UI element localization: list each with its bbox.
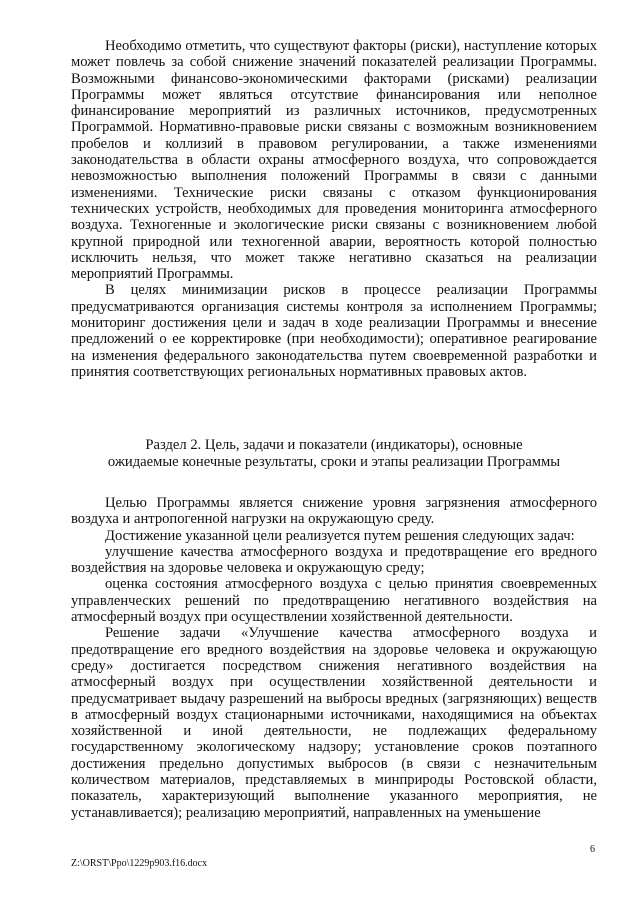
task-item-1: улучшение качества атмосферного воздуха и предотвращение его вредного воздействия на здоровье человека и окружающую среду;: [71, 543, 597, 577]
task-item-2: оценка состояния атмосферного воздуха с целью принятия своевременных управленческих решений по предотвращению негативного воздействия на атмосферный воздух при осуществлении хозяйственной деятельности.: [71, 576, 597, 626]
paragraph-risk-mitigation: В целях минимизации рисков в процессе реализации Программы предусматриваются организация системы контроля за исполнением Программы; мониторинг достижения цели и задач в ходе реализации Программы и внесение предложений о ее корректировке (при необходимости); оперативное реагирование на изменения федерального законодательства путем своевременной разработки и принятия соответствующих региональных нормативных правовых актов.: [71, 282, 597, 380]
page-number: 6: [590, 844, 595, 855]
section-2-heading-line-1: Раздел 2. Цель, задачи и показатели (индикаторы), основные: [145, 437, 523, 453]
paragraph-goal: Целью Программы является снижение уровня загрязнения атмосферного воздуха и антропогенной нагрузки на окружающую среду.: [71, 495, 597, 528]
section-2-text: [71, 495, 597, 821]
section-2-heading: [71, 437, 597, 471]
paragraph-solution: Решение задачи «Улучшение качества атмосферного воздуха и предотвращение его вредного воздействия на здоровье человека и окружающую среду» достигается посредством снижения негативного воздействия на атмосферный воздух при осуществлении хозяйственной деятельности и предусматривает выдачу разрешений на выбросы вредных (загрязняющих) веществ в атмосферный воздух стационарными источниками, находящимися на объектах хозяйственной и иной деятельности, не подлежащих федеральному государственному экологическому надзору; установление сроков поэтапного достижения предельно допустимых выбросов (в связи с незначительным количеством материалов, представляемых в минприроды Ростовской области, показатель, характеризующий выполнение указанного мероприятия, не устанавливается); реализацию мероприятий, направленных на уменьшение: [71, 625, 597, 821]
section-1-text: [71, 38, 597, 380]
paragraph-tasks-intro: Достижение указанной цели реализуется путем решения следующих задач:: [105, 527, 575, 544]
footer-file-path: Z:\ORST\Ppo\1229p903.f16.docx: [71, 858, 208, 869]
paragraph-risks: Необходимо отметить, что существуют факторы (риски), наступление которых может повлечь за собой снижение значений показателей реализации Программы. Возможными финансово-экономическими факторами (рисками) реализации Программы может являться отсутствие финансирования или неполное финансирование мероприятий из различных источников, предусмотренных Программой. Нормативно-правовые риски связаны с возможным возникновением пробелов и коллизий в правовом регулировании, а также изменениями законодательства в области охраны атмосферного воздуха, что сопровождается невозможностью выполнения положений Программы в связи с данными изменениями. Технические риски связаны с отказом функционирования технических устройств, необходимых для проведения мониторинга атмосферного воздуха. Техногенные и экологические риски связаны с возникновением любой крупной природной или техногенной аварии, вероятность которой полностью исключить нельзя, что может также негативно сказаться на реализации мероприятий Программы.: [71, 38, 597, 283]
section-2-heading-line-2: ожидаемые конечные результаты, сроки и этапы реализации Программы: [107, 454, 561, 470]
